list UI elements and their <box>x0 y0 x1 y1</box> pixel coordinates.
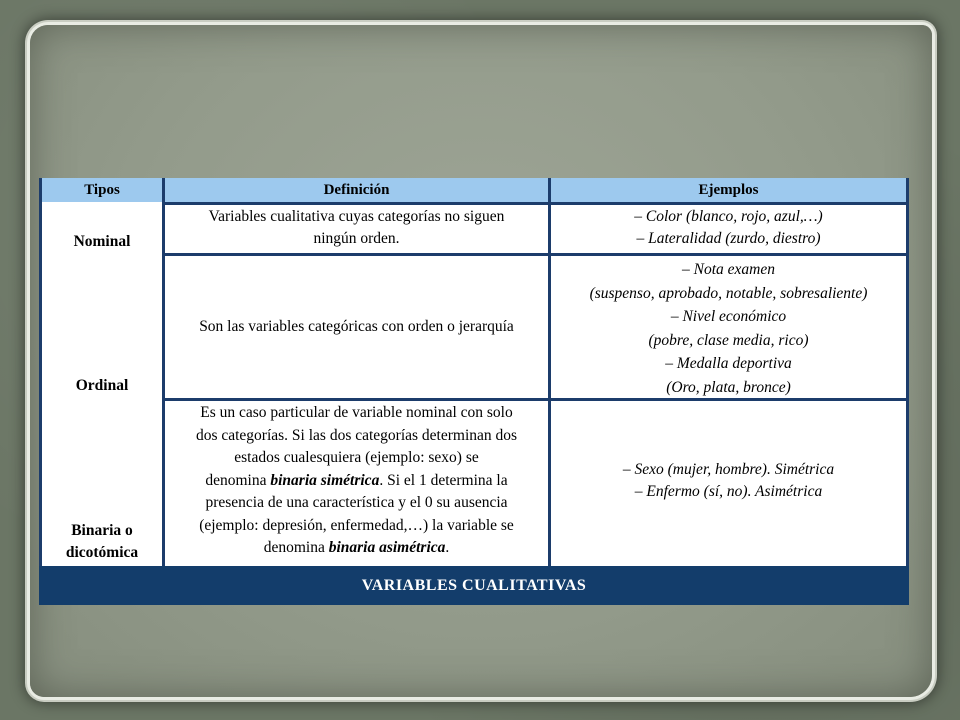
type-ordinal: Ordinal <box>75 377 129 394</box>
ejemplos-binaria: – Sexo (mujer, hombre). Simétrica – Enfermo (sí, no). Asimétrica <box>622 461 835 500</box>
header-definicion: Definición <box>165 178 548 202</box>
ejemplos-nominal: – Color (blanco, rojo, azul,…) – Lateralidad (zurdo, diestro) <box>634 208 823 247</box>
definicion-nominal: Variables cualitativa cuyas categorías no siguen ningún orden. <box>208 208 505 247</box>
table-caption: VARIABLES CUALITATIVAS <box>39 566 909 605</box>
type-binaria: Binaria o dicotómica <box>65 522 139 561</box>
header-tipos: Tipos <box>42 178 162 202</box>
type-nominal: Nominal <box>73 233 131 250</box>
ejemplos-ordinal: – Nota examen (suspenso, aprobado, notable, sobresaliente) – Nivel económico (pobre, clase media, rico) – Medalla deportiva (Oro, plata, bronce) <box>589 261 868 396</box>
classification-table <box>39 178 909 605</box>
header-ejemplos: Ejemplos <box>551 178 906 202</box>
definicion-binaria: Es un caso particular de variable nominal con solo dos categorías. Si las dos categorías determinan dos estados cualesquiera (ejemplo: sexo) se denomina binaria simétrica. Si el 1 determina la presencia de una característica y el 0 su ausencia (ejemplo: depresión, enfermedad,…) la variable se denomina binaria asimétrica. <box>195 404 518 556</box>
definicion-ordinal: Son las variables categóricas con orden o jerarquía <box>199 318 514 335</box>
